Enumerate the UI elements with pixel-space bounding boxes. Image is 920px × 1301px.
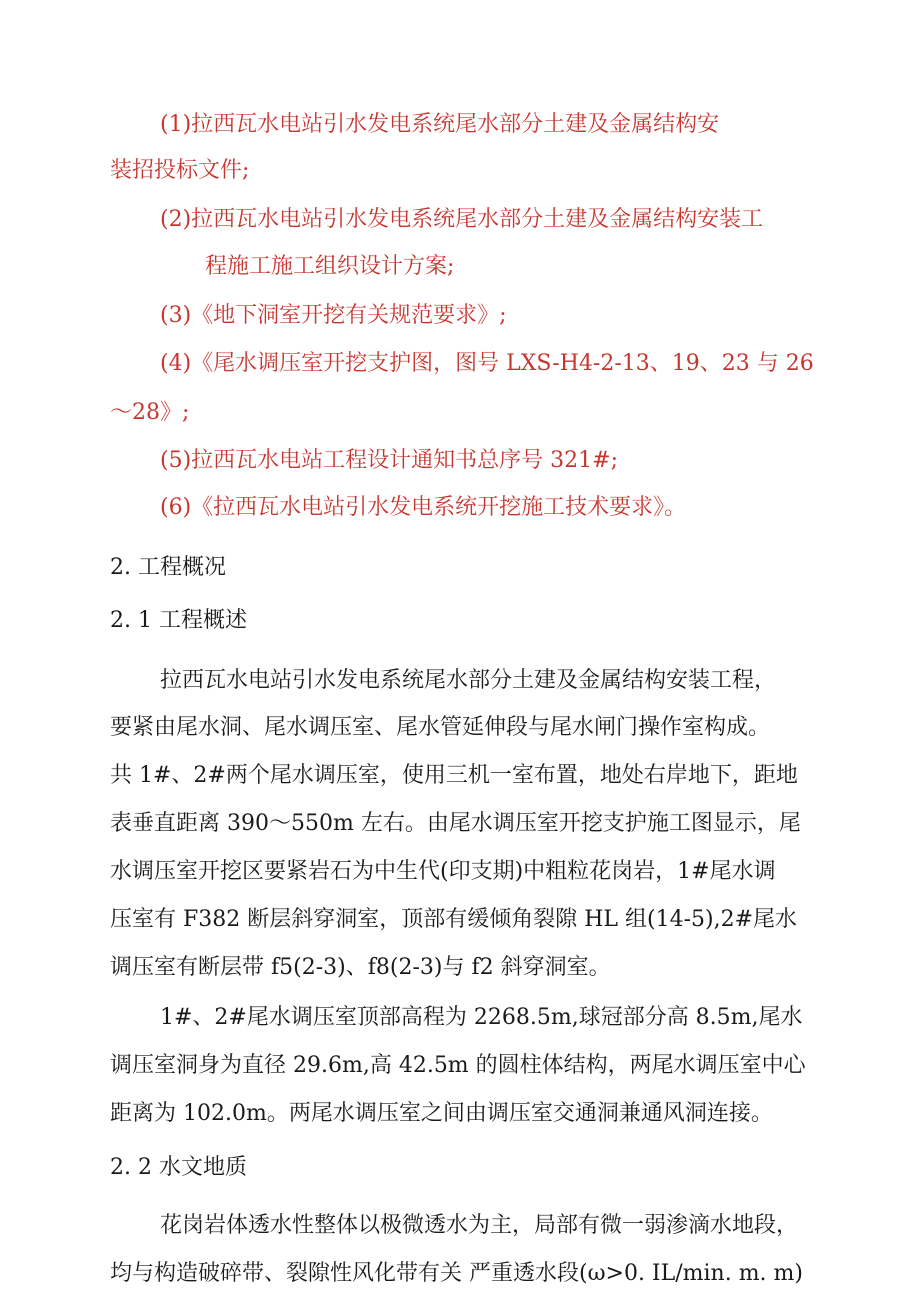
reference-2-line-1: (2)拉西瓦水电站引水发电系统尾水部分土建及金属结构安装工 [160,207,764,232]
reference-1-line-2: 装招投标文件; [110,158,250,183]
paragraph-line: 调压室洞身为直径 29.6m,高 42.5m 的圆柱体结构，两尾水调压室中心 [110,1053,806,1078]
paragraph-line: 距离为 102.0m。两尾水调压室之间由调压室交通洞兼通风洞连接。 [110,1101,773,1126]
reference-4-line-2: ～28》; [110,400,190,425]
paragraph-line: 花岗岩体透水性整体以极微透水为主，局部有微一弱渗滴水地段， [160,1213,799,1238]
paragraph-line: 水调压室开挖区要紧岩石为中生代(印支期)中粗粒花岗岩，1#尾水调 [110,859,776,884]
paragraph-line: 要紧由尾水洞、尾水调压室、尾水管延伸段与尾水闸门操作室构成。 [110,715,771,740]
subsection-heading-hydrogeology: 2. 2 水文地质 [110,1155,247,1180]
reference-5: (5)拉西瓦水电站工程设计通知书总序号 321#; [160,448,618,473]
paragraph-line: 1#、2#尾水调压室顶部高程为 2268.5m,球冠部分高 8.5m,尾水 [160,1005,803,1030]
reference-2-line-2: 程施工施工组织设计方案; [205,254,455,279]
reference-1-line-1: (1)拉西瓦水电站引水发电系统尾水部分土建及金属结构安 [160,112,720,137]
subsection-heading-overview: 2. 1 工程概述 [110,608,247,633]
paragraph-line: 共 1#、2#两个尾水调压室，使用三机一室布置，地处右岸地下，距地 [110,763,798,788]
paragraph-line: 表垂直距离 390～550m 左右。由尾水调压室开挖支护施工图显示，尾 [110,811,801,836]
paragraph-line: 拉西瓦水电站引水发电系统尾水部分土建及金属结构安装工程， [160,668,777,693]
paragraph-line: 压室有 F382 断层斜穿洞室，顶部有缓倾角裂隙 HL 组(14-5),2#尾水 [110,907,798,932]
reference-6: (6)《拉西瓦水电站引水发电系统开挖施工技术要求》。 [160,495,687,520]
paragraph-line: 调压室有断层带 f5(2-3)、f8(2-3)与 f2 斜穿洞室。 [110,955,611,980]
paragraph-line: 均与构造破碎带、裂隙性风化带有关 严重透水段(ω>0. IL/min. m. m) [110,1261,803,1286]
section-heading: 2. 工程概况 [110,555,226,580]
reference-4-line-1: (4)《尾水调压室开挖支护图，图号 LXS-H4-2-13、19、23 与 26 [160,351,814,376]
reference-3: (3)《地下洞室开挖有关规范要求》; [160,303,507,328]
